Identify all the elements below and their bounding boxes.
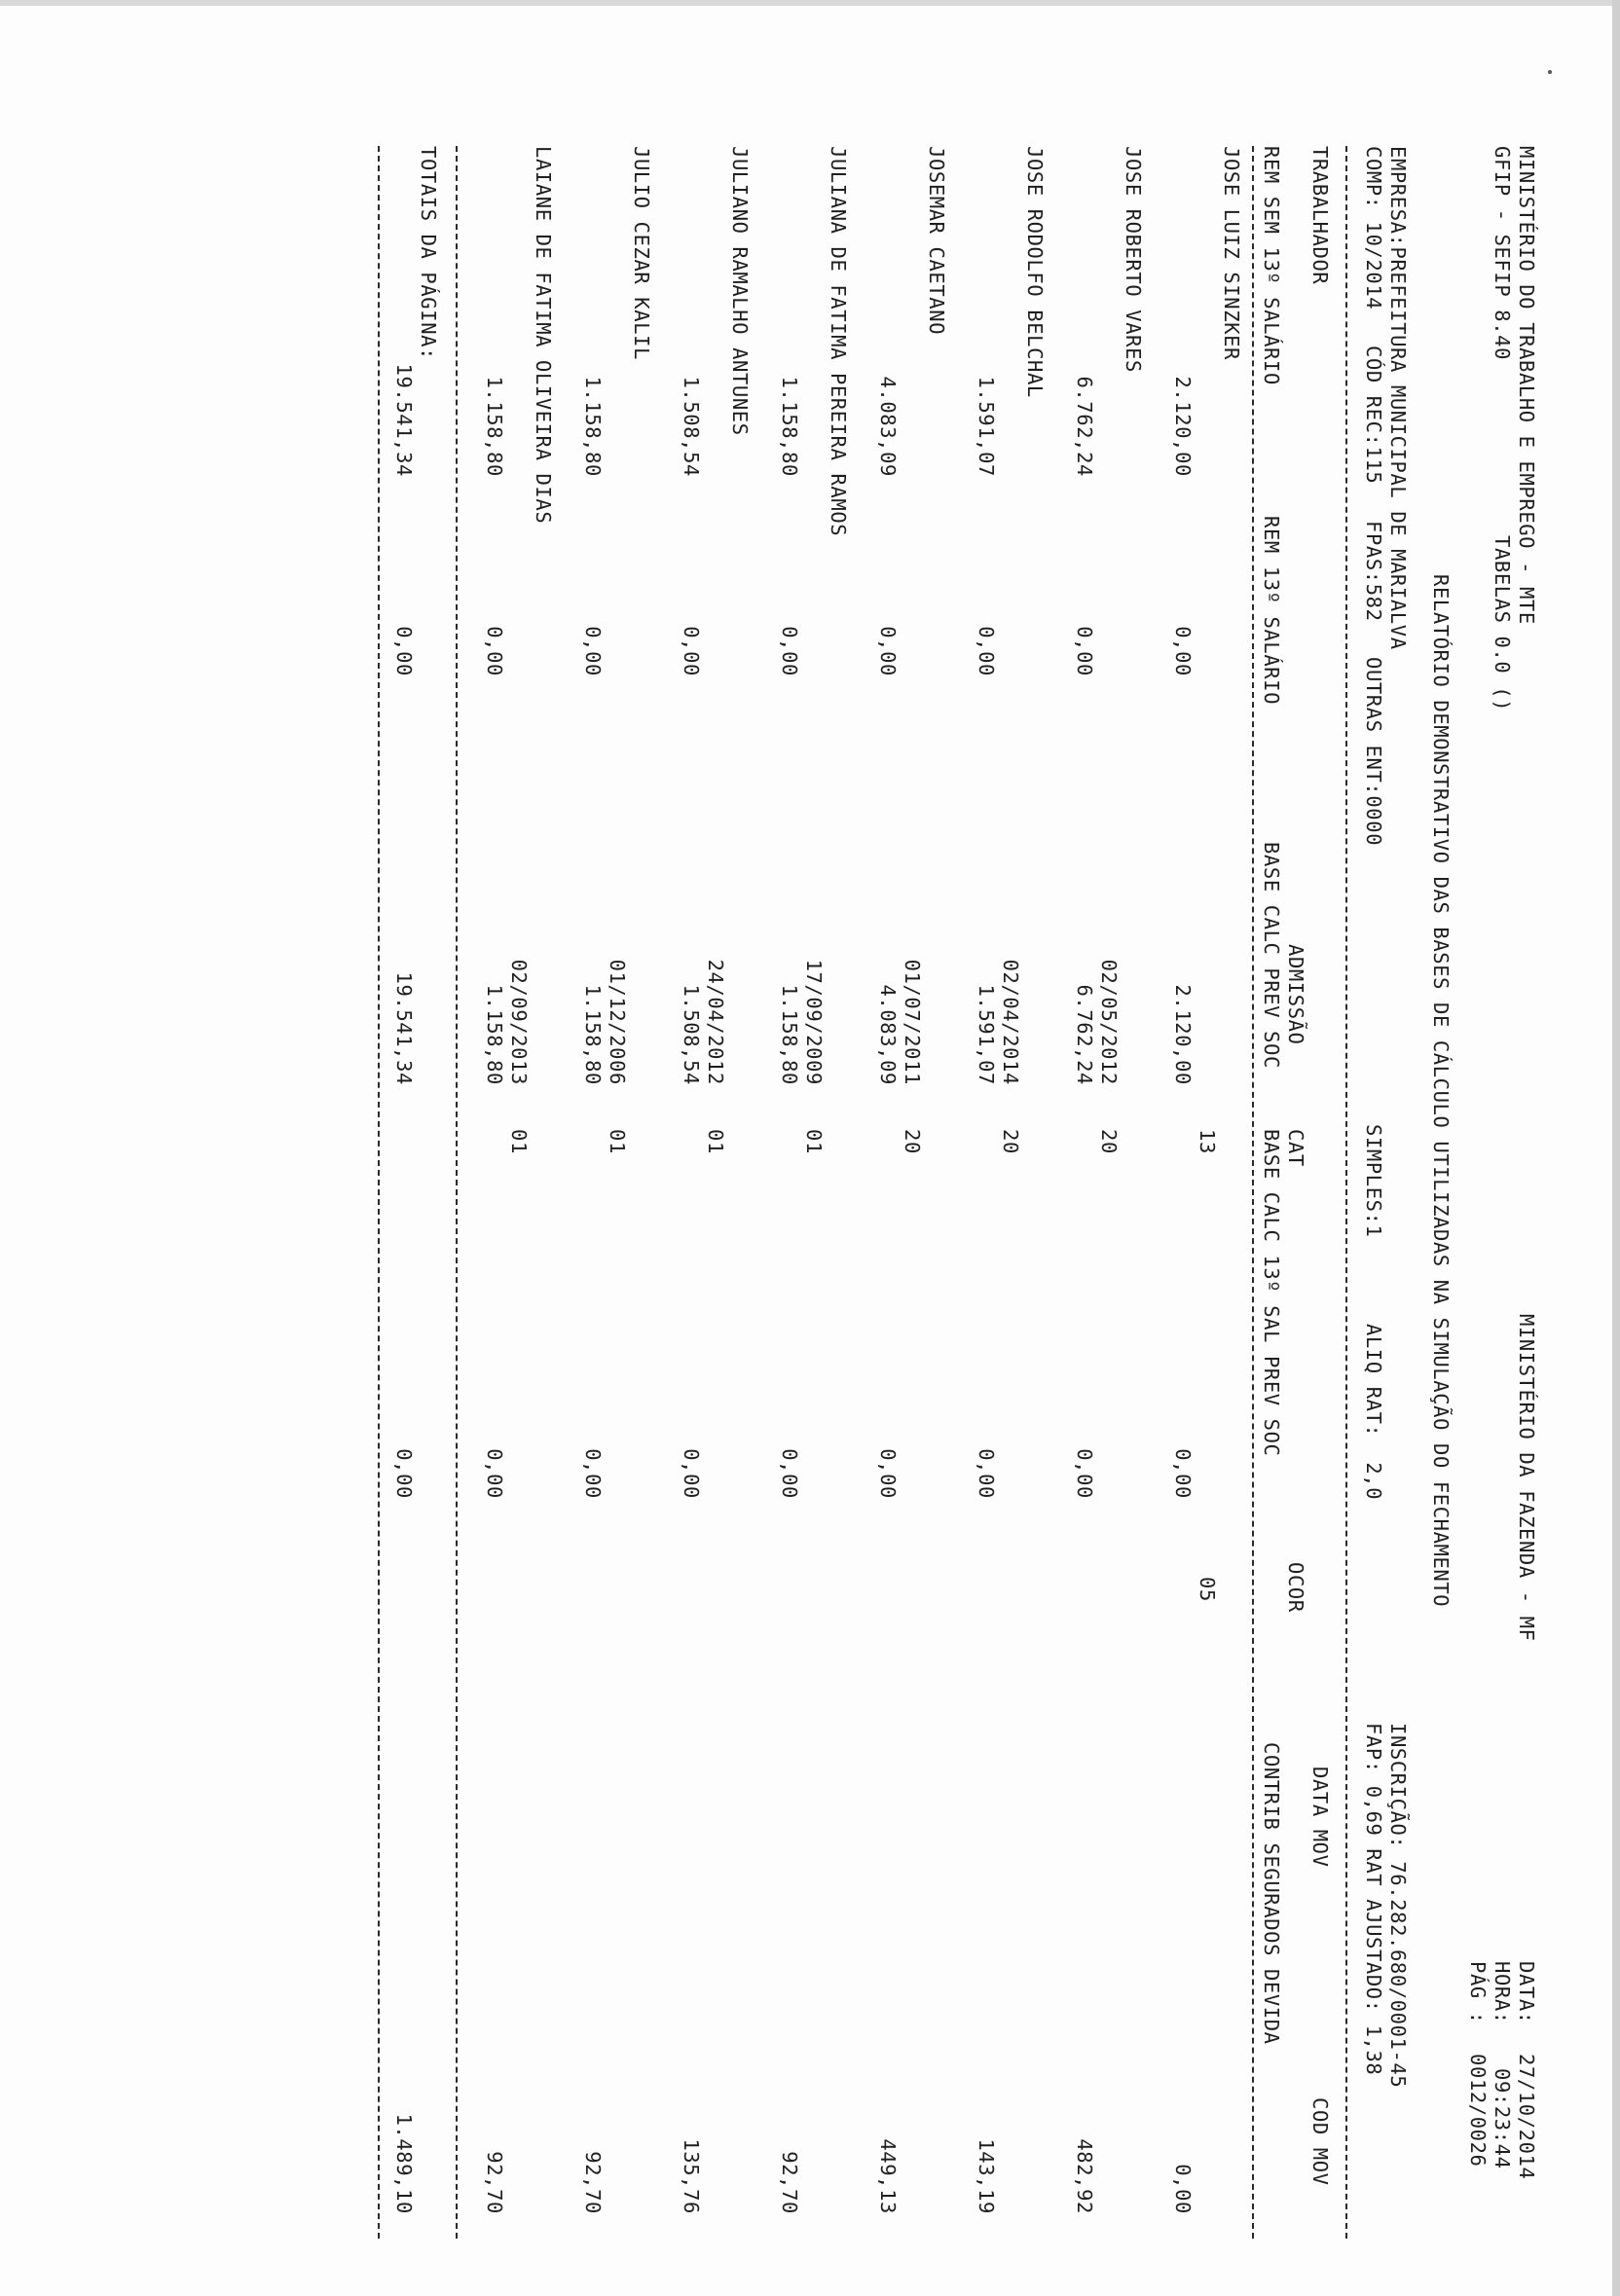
employee-cat: 01 xyxy=(507,1129,531,1154)
employee-rem-sem-13: 1.158,80 xyxy=(778,376,801,477)
employee-rem-sem-13: 4.083,09 xyxy=(876,376,900,477)
employee-rem-13: 0,00 xyxy=(876,626,900,676)
employee-base-prev: 2.120,00 xyxy=(1171,984,1195,1085)
col-ocor: OCOR xyxy=(1284,1562,1307,1613)
tables-version: TABELAS 0.0 () xyxy=(1491,535,1514,712)
col-data-mov: DATA MOV xyxy=(1308,1767,1332,1868)
employee-base-prev: 6.762,24 xyxy=(1073,984,1096,1085)
employee-base-13: 0,00 xyxy=(876,1448,900,1499)
employee-name: JOSE ROBERTO VARES xyxy=(1122,146,1145,373)
report-title: RELATÓRIO DEMONSTRATIVO DAS BASES DE CÁLCULO UTILIZADAS NA SIMULAÇÃO DO FECHAMENTO xyxy=(1429,574,1453,1608)
employee-rem-13: 0,00 xyxy=(680,626,703,676)
ministry-labor: MINISTÉRIO DO TRABALHO E EMPREGO - MTE xyxy=(1515,146,1538,625)
totals-rem-13: 0,00 xyxy=(392,626,416,676)
employee-contrib: 92,70 xyxy=(581,2151,605,2214)
employee-name: JOSE LUIZ SINZKER xyxy=(1220,146,1243,361)
employee-base-prev: 1.158,80 xyxy=(581,984,605,1085)
totals-base-prev: 19.541,34 xyxy=(392,971,416,1085)
cod-rec: CÓD REC:115 xyxy=(1362,346,1385,485)
separator-header xyxy=(1252,146,1254,2239)
employee-rem-sem-13: 2.120,00 xyxy=(1171,376,1195,477)
aliq-rat: ALIQ RAT: 2,0 xyxy=(1362,1324,1385,1501)
employee-base-prev: 1.158,80 xyxy=(778,984,801,1085)
separator-end xyxy=(378,146,380,2239)
fap-rat-ajustado: FAP: 0,69 RAT AJUSTADO: 1,38 xyxy=(1362,1723,1385,2076)
employee-base-13: 0,00 xyxy=(1073,1448,1096,1499)
employee-cat: 20 xyxy=(999,1129,1022,1154)
page-value: 0012/0026 xyxy=(1466,2054,1490,2168)
employee-name: JULIANO RAMALHO ANTUNES xyxy=(728,146,752,436)
company-name: EMPRESA:PREFEITURA MUNICIPAL DE MARIALVA xyxy=(1386,146,1410,650)
employee-contrib: 482,92 xyxy=(1073,2138,1096,2214)
employee-admissao: 24/04/2012 xyxy=(704,959,727,1085)
col-base-calc-prev: BASE CALC PREV SOC xyxy=(1260,842,1283,1069)
employee-rem-13: 0,00 xyxy=(581,626,605,676)
col-cod-mov: COD MOV xyxy=(1308,2097,1332,2186)
totals-label: TOTAIS DA PÁGINA: xyxy=(417,146,440,361)
col-rem-sem-13: REM SEM 13º SALÁRIO xyxy=(1260,146,1283,385)
employee-name: JOSEMAR CAETANO xyxy=(925,146,948,336)
col-cat: CAT xyxy=(1284,1129,1307,1167)
employee-cat: 20 xyxy=(901,1129,924,1154)
col-base-calc-13: BASE CALC 13º SAL PREV SOC xyxy=(1260,1129,1283,1457)
employee-rem-13: 0,00 xyxy=(483,626,506,676)
employee-base-13: 0,00 xyxy=(778,1448,801,1499)
employee-contrib: 92,70 xyxy=(483,2151,506,2214)
employee-name: LAIANE DE FATIMA OLIVEIRA DIAS xyxy=(532,146,555,525)
employee-base-prev: 1.158,80 xyxy=(483,984,506,1085)
employee-admissao: 17/09/2009 xyxy=(802,959,826,1085)
employee-rem-13: 0,00 xyxy=(975,626,998,676)
employee-contrib: 449,13 xyxy=(876,2138,900,2214)
employee-admissao: 02/04/2014 xyxy=(999,959,1022,1085)
employee-rem-sem-13: 6.762,24 xyxy=(1073,376,1096,477)
employee-rem-13: 0,00 xyxy=(778,626,801,676)
employee-contrib: 143,19 xyxy=(975,2138,998,2214)
employee-rem-13: 0,00 xyxy=(1073,626,1096,676)
employee-cat: 01 xyxy=(802,1129,826,1154)
employee-admissao: 02/05/2012 xyxy=(1097,959,1121,1085)
employee-base-prev: 1.508,54 xyxy=(680,984,703,1085)
employee-name: JOSE RODOLFO BELCHAL xyxy=(1023,146,1047,398)
col-contrib-segurados: CONTRIB SEGURADOS DEVIDA xyxy=(1260,1742,1283,2045)
date-value: 27/10/2014 xyxy=(1515,2054,1538,2180)
employee-rem-sem-13: 1.158,80 xyxy=(483,376,506,477)
system-version: GFIP - SEFIP 8.40 xyxy=(1491,146,1514,361)
employee-cat: 13 xyxy=(1196,1129,1219,1154)
employee-base-13: 0,00 xyxy=(1171,1448,1195,1499)
time-label: HORA: xyxy=(1491,1961,1514,2024)
employee-contrib: 0,00 xyxy=(1171,2164,1195,2214)
company-inscricao: INSCRIÇÃO: 76.282.680/0001-45 xyxy=(1386,1723,1410,2089)
employee-rem-13: 0,00 xyxy=(1171,626,1195,676)
simples: SIMPLES:1 xyxy=(1362,1124,1385,1238)
employee-rem-sem-13: 1.158,80 xyxy=(581,376,605,477)
employee-base-prev: 1.591,07 xyxy=(975,984,998,1085)
employee-contrib: 135,76 xyxy=(680,2138,703,2214)
separator-bottom xyxy=(456,146,458,2239)
employee-base-13: 0,00 xyxy=(483,1448,506,1499)
date-label: DATA: xyxy=(1515,1961,1538,2024)
competence: COMP: 10/2014 xyxy=(1362,146,1385,310)
scan-edge-top xyxy=(0,0,1620,6)
employee-ocor: 05 xyxy=(1196,1577,1219,1602)
employee-admissao: 01/12/2006 xyxy=(606,959,629,1085)
rotated-report-sheet xyxy=(312,146,1538,2239)
fpas: FPAS:582 xyxy=(1362,521,1385,622)
employee-admissao: 01/07/2011 xyxy=(901,959,924,1085)
time-value: 09:23:44 xyxy=(1491,2068,1514,2169)
col-trabalhador: TRABALHADOR xyxy=(1308,146,1332,285)
col-admissao: ADMISSÃO xyxy=(1284,944,1307,1045)
page-label: PÁG : xyxy=(1466,1961,1490,2024)
employee-rem-sem-13: 1.508,54 xyxy=(680,376,703,477)
totals-base-13: 0,00 xyxy=(392,1448,416,1499)
scan-speck xyxy=(1548,70,1552,74)
employee-name: JULIO CEZAR KALIL xyxy=(630,146,653,361)
outras-ent: OUTRAS ENT:0000 xyxy=(1362,657,1385,847)
separator-top xyxy=(1345,146,1347,2239)
employee-name: JULIANA DE FATIMA PEREIRA RAMOS xyxy=(827,146,850,537)
ministry-finance: MINISTÉRIO DA FAZENDA - MF xyxy=(1515,1314,1538,1642)
scan-edge-right xyxy=(1612,0,1620,2296)
col-rem-13: REM 13º SALÁRIO xyxy=(1260,516,1283,706)
employee-admissao: 02/09/2013 xyxy=(507,959,531,1085)
employee-base-13: 0,00 xyxy=(975,1448,998,1499)
employee-cat: 01 xyxy=(704,1129,727,1154)
employee-cat: 01 xyxy=(606,1129,629,1154)
employee-base-prev: 4.083,09 xyxy=(876,984,900,1085)
employee-cat: 20 xyxy=(1097,1129,1121,1154)
totals-contrib: 1.489,10 xyxy=(392,2113,416,2214)
employee-base-13: 0,00 xyxy=(680,1448,703,1499)
employee-contrib: 92,70 xyxy=(778,2151,801,2214)
totals-rem-sem-13: 19.541,34 xyxy=(392,363,416,477)
employee-base-13: 0,00 xyxy=(581,1448,605,1499)
employee-rem-sem-13: 1.591,07 xyxy=(975,376,998,477)
